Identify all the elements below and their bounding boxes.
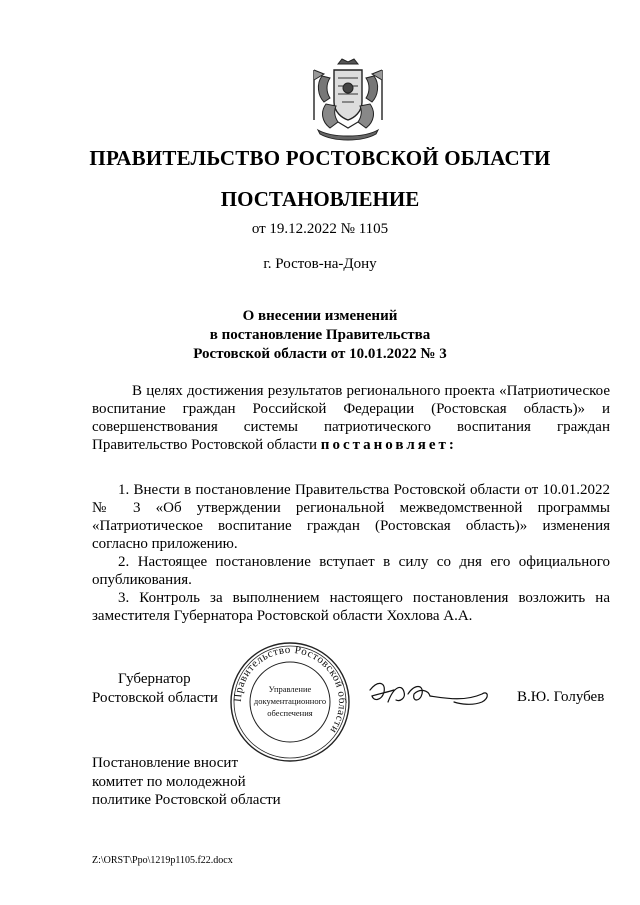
introduced-by-line: комитет по молодежной	[92, 773, 246, 790]
coat-of-arms-icon	[308, 58, 388, 142]
document-subject	[0, 307, 640, 364]
preamble-text: В целях достижения результатов регионального проекта «Патриотическое воспитание граждан Российской Федерации (Ростовская область)» и совершенствования системы патриотического воспитания граждан Правительство Ростовской области	[92, 383, 610, 453]
file-path: Z:\ORST\Ppo\1219p1105.f22.docx	[92, 855, 233, 866]
introduced-by	[92, 754, 281, 810]
preamble-paragraph	[92, 382, 610, 454]
document-type: ПОСТАНОВЛЕНИЕ	[220, 187, 420, 211]
handwritten-signature	[364, 672, 494, 716]
stamp-inner-line: Управление	[268, 684, 312, 694]
signatory-title-line: Губернатор	[118, 671, 191, 687]
organization-title: ПРАВИТЕЛЬСТВО РОСТОВСКОЙ ОБЛАСТИ	[89, 146, 551, 170]
signatory-name: В.Ю. Голубев	[517, 689, 605, 705]
stamp-inner-line: документационного	[253, 696, 327, 706]
subject-line: в постановление Правительства	[209, 327, 431, 343]
date-and-number: от 19.12.2022 № 1105	[251, 221, 389, 237]
subject-line: Ростовской области от 10.01.2022 № 3	[193, 346, 447, 362]
decree-item-1: 1. Внести в постановление Правительства Ростовской области от 10.01.2022 № 3 «Об утверждении региональной межведомственной программы «Патриотическое воспитание граждан (Ростовская область)» изменения согласно приложению.	[92, 482, 610, 552]
decree-items	[92, 481, 610, 625]
signatory-title-line: Ростовской области	[92, 690, 218, 706]
decree-item-2: 2. Настоящее постановление вступает в силу со дня его официального опубликования.	[92, 554, 610, 588]
decree-word: постановляет:	[320, 437, 457, 453]
introduced-by-line: политике Ростовской области	[92, 792, 281, 808]
stamp-outer-text: Правительство Ростовской области	[231, 643, 349, 736]
stamp-inner-line: обеспечения	[267, 708, 313, 718]
subject-line: О внесении изменений	[242, 308, 398, 324]
signatory-title	[92, 670, 242, 708]
decree-item-3: 3. Контроль за выполнением настоящего постановления возложить на заместителя Губернатора Ростовской области Хохлова А.А.	[92, 590, 610, 624]
introduced-by-line: Постановление вносит	[92, 755, 239, 771]
official-stamp	[228, 640, 352, 764]
city: г. Ростов-на-Дону	[263, 256, 377, 272]
